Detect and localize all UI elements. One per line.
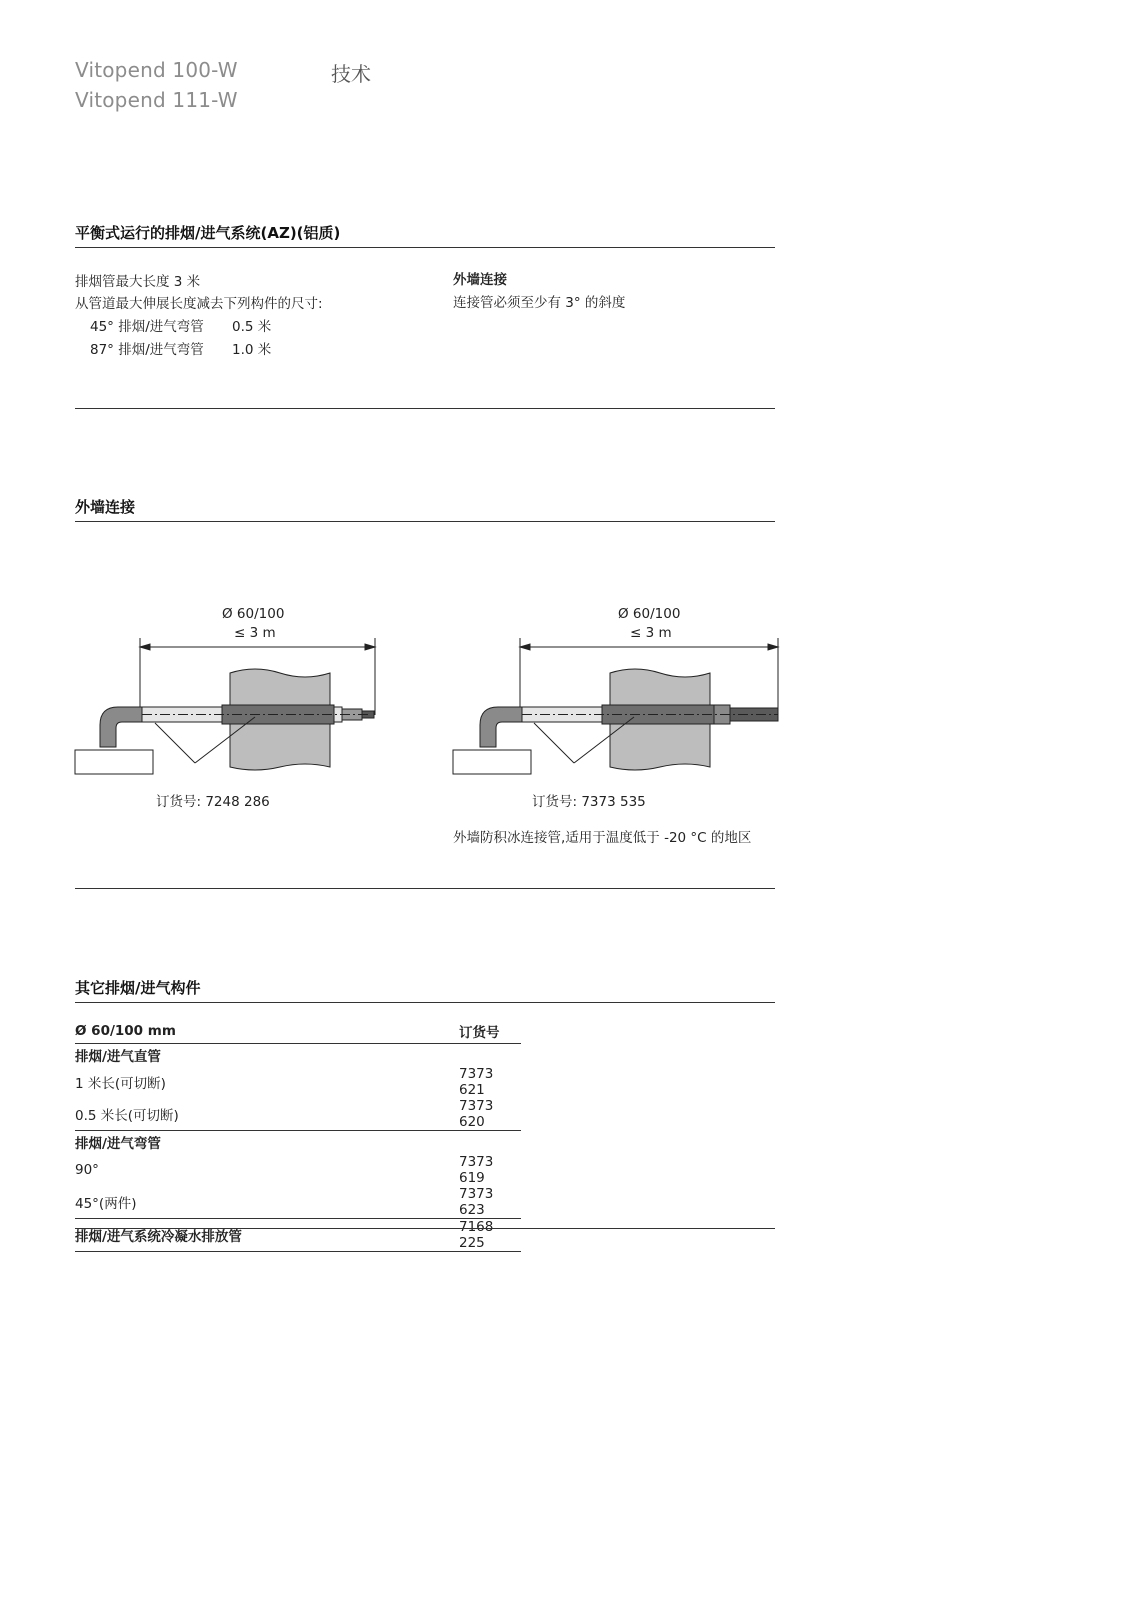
- header-diameter: Ø 60/100 mm: [75, 1023, 176, 1040]
- section3-bottom-rule: [75, 1228, 775, 1229]
- table-row: [75, 1186, 521, 1219]
- row-number: 7373 621: [459, 1066, 494, 1098]
- section1-title: 平衡式运行的排烟/进气系统(AZ)(铝质): [75, 224, 341, 242]
- left-order-label: 订货号: 7248 286: [156, 794, 270, 810]
- section1-top-rule: [75, 247, 775, 248]
- row-number: 7373 619: [459, 1153, 494, 1186]
- product-name-1: Vitopend 100-W: [75, 58, 238, 82]
- left-dim-length: ≤ 3 m: [234, 625, 276, 641]
- row-name: 排烟/进气系统冷凝水排放管: [75, 1218, 459, 1251]
- section3-title: 其它排烟/进气构件: [75, 979, 201, 997]
- header-order-number: 订货号: [459, 1025, 500, 1042]
- row-number: [459, 1131, 521, 1154]
- right-dim-diameter: Ø 60/100: [618, 606, 681, 622]
- deduct-intro-text: 从管道最大伸展长度减去下列构件的尺寸:: [75, 296, 323, 312]
- left-dim-diameter: Ø 60/100: [222, 606, 285, 622]
- section2-top-rule: [75, 521, 775, 522]
- parts-table-header: [75, 1020, 521, 1043]
- table-row: [75, 1218, 521, 1251]
- section2-bottom-rule: [75, 888, 775, 889]
- row-name: 90°: [75, 1161, 99, 1178]
- row-name: 45°(两件): [75, 1195, 137, 1212]
- right-dim-length: ≤ 3 m: [630, 625, 672, 641]
- right-order-label: 订货号: 7373 535: [532, 794, 646, 810]
- table-row: [75, 1131, 521, 1154]
- deduction-45-value: 0.5 米: [232, 319, 272, 335]
- table-row: [75, 1098, 521, 1131]
- slope-text: 连接管必须至少有 3° 的斜度: [453, 295, 626, 311]
- deduction-87-label: 87° 排烟/进气弯管: [90, 342, 204, 358]
- section-label: 技术: [331, 62, 371, 86]
- parts-table: [75, 1020, 521, 1252]
- section3-top-rule: [75, 1002, 775, 1003]
- product-name-2: Vitopend 111-W: [75, 88, 238, 112]
- row-name: 排烟/进气直管: [75, 1043, 459, 1066]
- table-row: [75, 1043, 521, 1066]
- row-number: 7373 623: [459, 1185, 494, 1218]
- row-number: 7373 620: [459, 1098, 494, 1130]
- wall-terminal-diagram-right: [448, 635, 783, 775]
- deduction-45-label: 45° 排烟/进气弯管: [90, 319, 204, 335]
- row-number: 7168 225: [459, 1218, 521, 1251]
- wall-connection-heading: 外墙连接: [453, 272, 507, 288]
- table-row: [75, 1066, 521, 1098]
- row-number: [459, 1043, 521, 1066]
- section2-title: 外墙连接: [75, 498, 136, 516]
- section1-bottom-rule: [75, 408, 775, 409]
- row-name: 1 米长(可切断): [75, 1076, 166, 1092]
- table-row: [75, 1154, 521, 1186]
- row-name: 0.5 米长(可切断): [75, 1108, 179, 1124]
- anti-icing-note: 外墙防积冰连接管,适用于温度低于 -20 °C 的地区: [453, 830, 752, 846]
- max-length-text: 排烟管最大长度 3 米: [75, 274, 201, 290]
- deduction-87-value: 1.0 米: [232, 342, 272, 358]
- wall-terminal-diagram-left: [70, 635, 390, 775]
- row-name: 排烟/进气弯管: [75, 1131, 459, 1154]
